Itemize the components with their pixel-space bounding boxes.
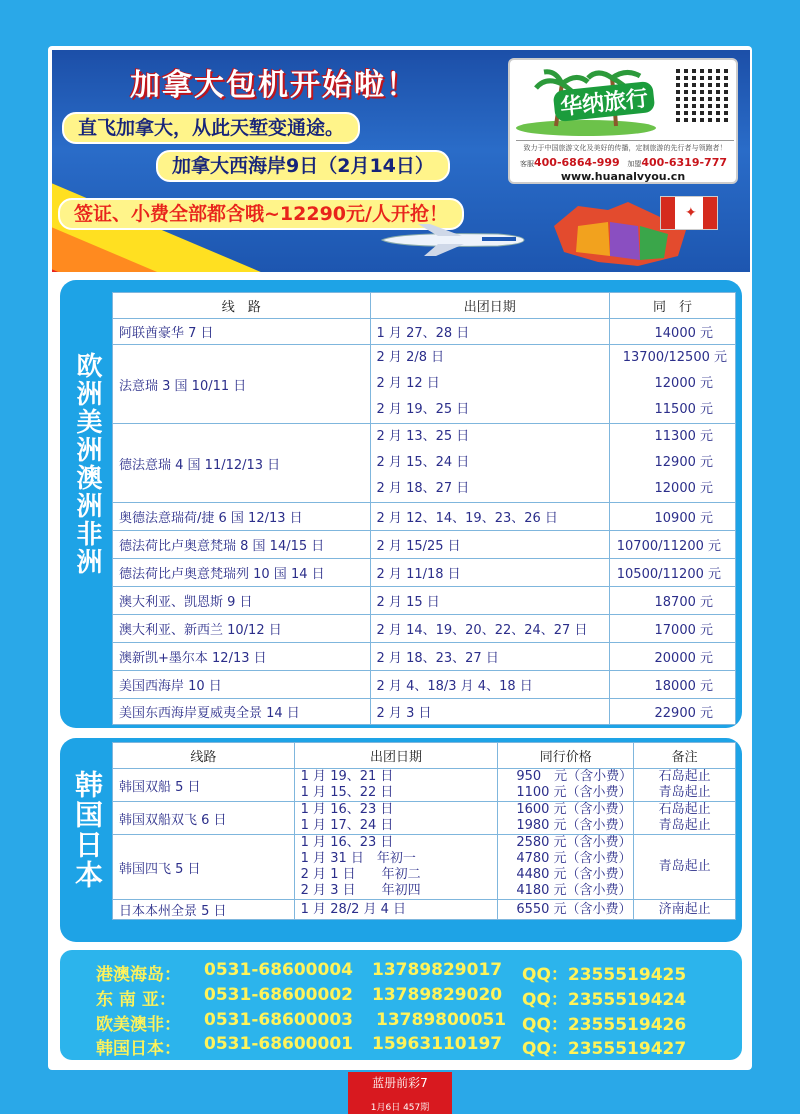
table-row — [113, 345, 736, 424]
price-line: 2580 元（含小费） — [516, 835, 632, 850]
column-header: 线路 — [113, 743, 295, 769]
contact-qq[interactable]: QQ：2355519425 — [522, 965, 687, 985]
date-cell: 2 月 3 日 — [370, 699, 610, 725]
price-cell — [498, 835, 634, 900]
contact-qq[interactable]: QQ：2355519427 — [522, 1039, 687, 1059]
date-line: 2 月 13、25 日 — [376, 429, 470, 444]
price-line: 12900 元 — [654, 455, 713, 470]
date-line: 2 月 12 日 — [376, 376, 440, 391]
route-cell: 德法意瑞 4 国 11/12/13 日 — [113, 424, 371, 503]
route-cell: 澳大利亚、凯恩斯 9 日 — [113, 587, 371, 615]
route-cell: 韩国双船 5 日 — [113, 769, 295, 802]
route-cell: 美国西海岸 10 日 — [113, 671, 371, 699]
route-cell: 美国东西海岸夏威夷全景 14 日 — [113, 699, 371, 725]
date-cell — [294, 802, 498, 835]
date-line: 1 月 19、21 日 — [300, 769, 394, 784]
note-cell: 青岛起止 — [634, 835, 736, 900]
route-cell: 澳新凯+墨尔本 12/13 日 — [113, 643, 371, 671]
price-line: 1100 元（含小费） — [516, 785, 632, 800]
column-header: 线 路 — [113, 293, 371, 319]
table-row — [113, 531, 736, 559]
contact-tel[interactable]: 0531-68600002 — [204, 985, 353, 1005]
price-cell: 18000 元 — [610, 671, 736, 699]
route-cell: 德法荷比卢奥意梵瑞 8 国 14/15 日 — [113, 531, 371, 559]
date-cell: 1 月 28/2 月 4 日 — [294, 900, 498, 920]
route-cell: 阿联酋豪华 7 日 — [113, 319, 371, 345]
date-line: 1 月 17、24 日 — [300, 818, 394, 833]
section-label-korea-japan: 韩国日本 — [71, 770, 104, 890]
price-line: 4780 元（含小费） — [516, 851, 632, 866]
banner-line-2: 加拿大西海岸9日（2月14日） — [156, 150, 450, 182]
date-cell — [370, 424, 610, 503]
note-line: 青岛起止 — [658, 818, 711, 833]
contact-tel[interactable]: 0531-68600004 — [204, 960, 353, 980]
note-cell — [634, 802, 736, 835]
banner-line-3: 签证、小费全部都含哦~12290元/人开抢！ — [58, 198, 464, 230]
column-header: 出团日期 — [370, 293, 610, 319]
column-header: 出团日期 — [294, 743, 498, 769]
date-cell — [294, 835, 498, 900]
price-line: 12000 元 — [654, 481, 713, 496]
table-row — [113, 424, 736, 503]
contact-mobile[interactable]: 15963110197 — [372, 1034, 503, 1054]
contact-region: 港澳海岛： — [96, 965, 181, 985]
canada-flag-icon — [660, 196, 718, 230]
date-cell: 2 月 18、23、27 日 — [370, 643, 610, 671]
join-label: 加盟 — [627, 160, 642, 168]
date-line: 1 月 16、23 日 — [300, 835, 394, 850]
contact-mobile[interactable]: 13789800051 — [376, 1010, 507, 1030]
route-cell: 奥德法意瑞荷/捷 6 国 12/13 日 — [113, 503, 371, 531]
airplane-icon — [378, 222, 528, 256]
price-line: 1600 元（含小费） — [516, 802, 632, 817]
price-line: 4180 元（含小费） — [516, 883, 632, 898]
date-cell: 2 月 4、18/3 月 4、18 日 — [370, 671, 610, 699]
date-line: 2 月 18、27 日 — [376, 481, 470, 496]
note-line: 青岛起止 — [658, 785, 711, 800]
section-label-long-haul: 欧洲美洲澳洲非洲 — [72, 352, 102, 576]
date-cell: 2 月 14、19、20、22、24、27 日 — [370, 615, 610, 643]
price-line: 1980 元（含小费） — [516, 818, 632, 833]
join-phone: 400-6319-777 — [641, 156, 728, 169]
date-line: 2 月 19、25 日 — [376, 402, 470, 417]
brand-phones — [520, 156, 734, 169]
price-cell: 10700/11200 元 — [610, 531, 736, 559]
date-cell — [294, 769, 498, 802]
price-cell: 10500/11200 元 — [610, 559, 736, 587]
qr-code-icon — [676, 66, 732, 122]
column-header: 备注 — [634, 743, 736, 769]
price-cell — [610, 345, 736, 424]
table-row — [113, 699, 736, 725]
table-row — [113, 900, 736, 920]
route-cell: 德法荷比卢奥意梵瑞列 10 国 14 日 — [113, 559, 371, 587]
contact-region: 东 南 亚： — [96, 990, 176, 1010]
date-cell: 2 月 15/25 日 — [370, 531, 610, 559]
brand-logo-text: 华纳旅行 — [553, 81, 656, 122]
page-label: 蓝册前彩7 — [372, 1076, 428, 1090]
price-cell: 22900 元 — [610, 699, 736, 725]
table-row — [113, 559, 736, 587]
price-cell — [498, 802, 634, 835]
issue-label: 1月6日 457期 — [370, 1103, 430, 1113]
price-line: 4480 元（含小费） — [516, 867, 632, 882]
contact-region: 韩国日本： — [96, 1039, 181, 1059]
table-row — [113, 587, 736, 615]
table-row — [113, 769, 736, 802]
website-link[interactable]: www.huanalvyou.cn — [560, 170, 686, 183]
date-cell — [370, 345, 610, 424]
price-cell: 14000 元 — [610, 319, 736, 345]
price-cell: 6550 元（含小费） — [498, 900, 634, 920]
price-cell: 20000 元 — [610, 643, 736, 671]
price-cell — [498, 769, 634, 802]
service-phone: 400-6864-999 — [534, 156, 620, 169]
date-line: 2 月 15、24 日 — [376, 455, 470, 470]
banner-title: 加拿大包机开始啦！ — [130, 68, 418, 103]
table-row — [113, 319, 736, 345]
date-line: 1 月 31 日 年初一 — [300, 851, 416, 866]
route-cell: 韩国四飞 5 日 — [113, 835, 295, 900]
date-line: 1 月 16、23 日 — [300, 802, 394, 817]
contact-tel[interactable]: 0531-68600003 — [204, 1010, 353, 1030]
date-cell: 2 月 15 日 — [370, 587, 610, 615]
contact-qq[interactable]: QQ：2355519424 — [522, 990, 687, 1010]
date-line: 2 月 3 日 年初四 — [300, 883, 421, 898]
route-cell: 日本本州全景 5 日 — [113, 900, 295, 920]
price-line: 13700/12500 元 — [622, 350, 727, 365]
route-cell: 法意瑞 3 国 10/11 日 — [113, 345, 371, 424]
contact-tel[interactable]: 0531-68600001 — [204, 1034, 353, 1054]
table-row — [113, 671, 736, 699]
contact-mobile[interactable]: 13789829017 — [372, 960, 503, 980]
table-row — [113, 643, 736, 671]
service-label: 客服 — [520, 160, 534, 168]
table-row — [113, 615, 736, 643]
price-cell: 18700 元 — [610, 587, 736, 615]
price-line: 11500 元 — [654, 402, 713, 417]
banner-line-1: 直飞加拿大，从此天堑变通途。 — [62, 112, 360, 144]
route-cell: 韩国双船双飞 6 日 — [113, 802, 295, 835]
date-cell: 2 月 12、14、19、23、26 日 — [370, 503, 610, 531]
date-line: 2 月 2/8 日 — [376, 350, 445, 365]
column-header: 同行价格 — [498, 743, 634, 769]
contact-region: 欧美澳非： — [96, 1015, 181, 1035]
brand-slogan: 致力于中国旅游文化及美好的传播，定制旅游的先行者与领跑者！ — [516, 140, 734, 153]
date-line: 1 月 15、22 日 — [300, 785, 394, 800]
column-header: 同 行 — [610, 293, 736, 319]
price-cell: 10900 元 — [610, 503, 736, 531]
long-haul-table — [112, 292, 736, 725]
date-cell: 1 月 27、28 日 — [370, 319, 610, 345]
brand-card — [508, 58, 738, 184]
table-row — [113, 835, 736, 900]
price-cell — [610, 424, 736, 503]
note-line: 石岛起止 — [658, 769, 711, 784]
contact-qq[interactable]: QQ：2355519426 — [522, 1015, 687, 1035]
date-cell: 2 月 11/18 日 — [370, 559, 610, 587]
price-line: 12000 元 — [654, 376, 713, 391]
maple-leaf-icon: ✦ — [685, 205, 697, 221]
table-row — [113, 503, 736, 531]
date-line: 2 月 1 日 年初二 — [300, 867, 421, 882]
page-footer-tab — [348, 1072, 452, 1114]
korea-japan-table — [112, 742, 736, 920]
note-cell: 济南起止 — [634, 900, 736, 920]
contact-mobile[interactable]: 13789829020 — [372, 985, 503, 1005]
note-line: 石岛起止 — [658, 802, 711, 817]
route-cell: 澳大利亚、新西兰 10/12 日 — [113, 615, 371, 643]
price-cell: 17000 元 — [610, 615, 736, 643]
table-row — [113, 802, 736, 835]
note-cell — [634, 769, 736, 802]
price-line: 950 元（含小费） — [516, 769, 633, 784]
price-line: 11300 元 — [654, 429, 713, 444]
